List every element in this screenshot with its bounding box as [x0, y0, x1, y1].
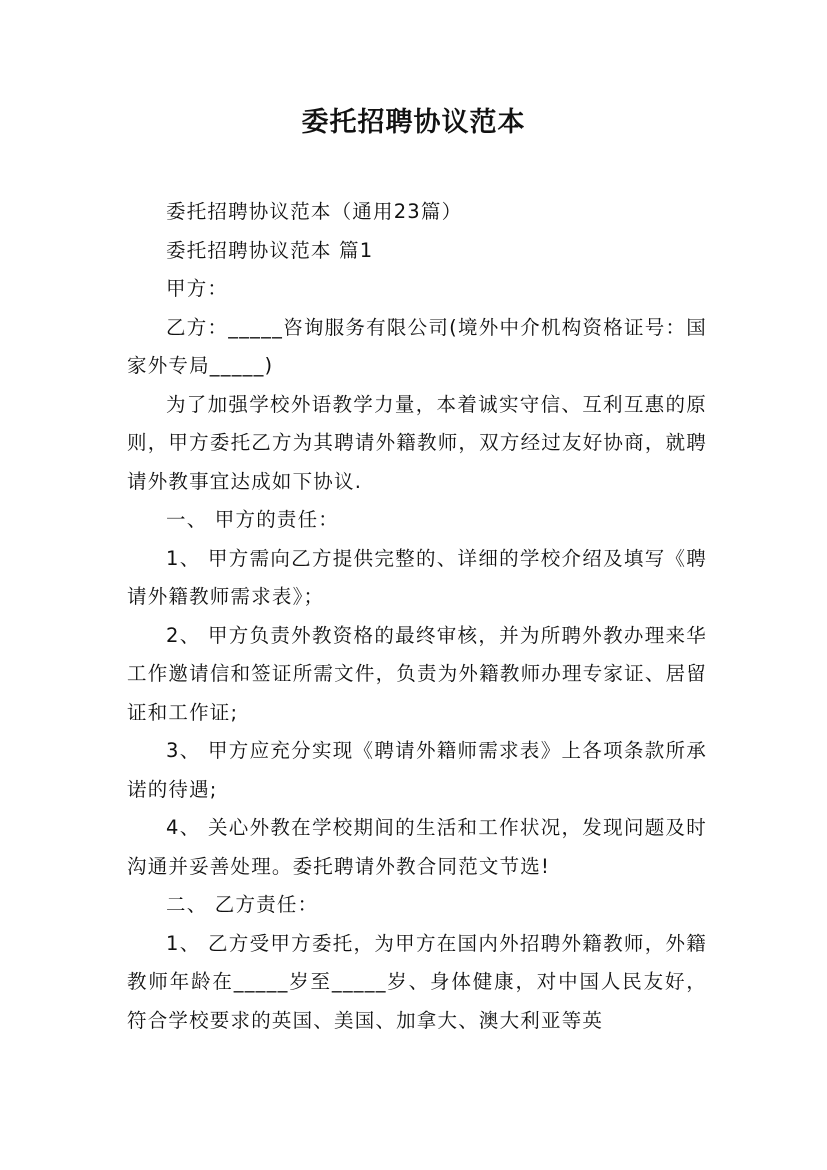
paragraph-party-a-duty-2: 2、 甲方负责外教资格的最终审核，并为所聘外教办理来华工作邀请信和签证所需文件，负责为外籍教师办理专家证、居留证和工作证; [127, 623, 707, 724]
paragraph-party-b-duty-1: 1、 乙方受甲方委托，为甲方在国内外招聘外籍教师，外籍教师年龄在_____岁至_____岁、身体健康，对中国人民友好，符合学校要求的英国、美国、加拿大、澳大利亚等英 [127, 931, 707, 1032]
paragraph-section-heading: 委托招聘协议范本 篇1 [166, 238, 374, 262]
paragraph-party-a-duty-4: 4、 关心外教在学校期间的生活和工作状况，发现问题及时沟通并妥善处理。委托聘请外教合同范文节选! [127, 816, 707, 878]
paragraph-party-a-duty-1: 1、 甲方需向乙方提供完整的、详细的学校介绍及填写《聘请外籍教师需求表》； [127, 546, 707, 608]
paragraph-party-b: 乙方：_____咨询服务有限公司(境外中介机构资格证号：国家外专局_____) [127, 315, 707, 377]
document-body [127, 193, 707, 1040]
paragraph-party-b-duties-heading: 二、 乙方责任： [166, 893, 319, 916]
paragraph-party-a: 甲方： [166, 277, 229, 300]
paragraph-party-a-duties-heading: 一、 甲方的责任： [166, 508, 339, 531]
paragraph-party-a-duty-3: 3、 甲方应充分实现《聘请外籍师需求表》上各项条款所承诺的待遇; [127, 739, 707, 801]
document-title: 委托招聘协议范本 [301, 107, 526, 138]
paragraph-preamble: 为了加强学校外语教学力量，本着诚实守信、互利互惠的原则，甲方委托乙方为其聘请外籍教师，双方经过友好协商，就聘请外教事宜达成如下协议. [127, 392, 707, 493]
paragraph-subtitle: 委托招聘协议范本（通用23篇） [166, 200, 463, 223]
